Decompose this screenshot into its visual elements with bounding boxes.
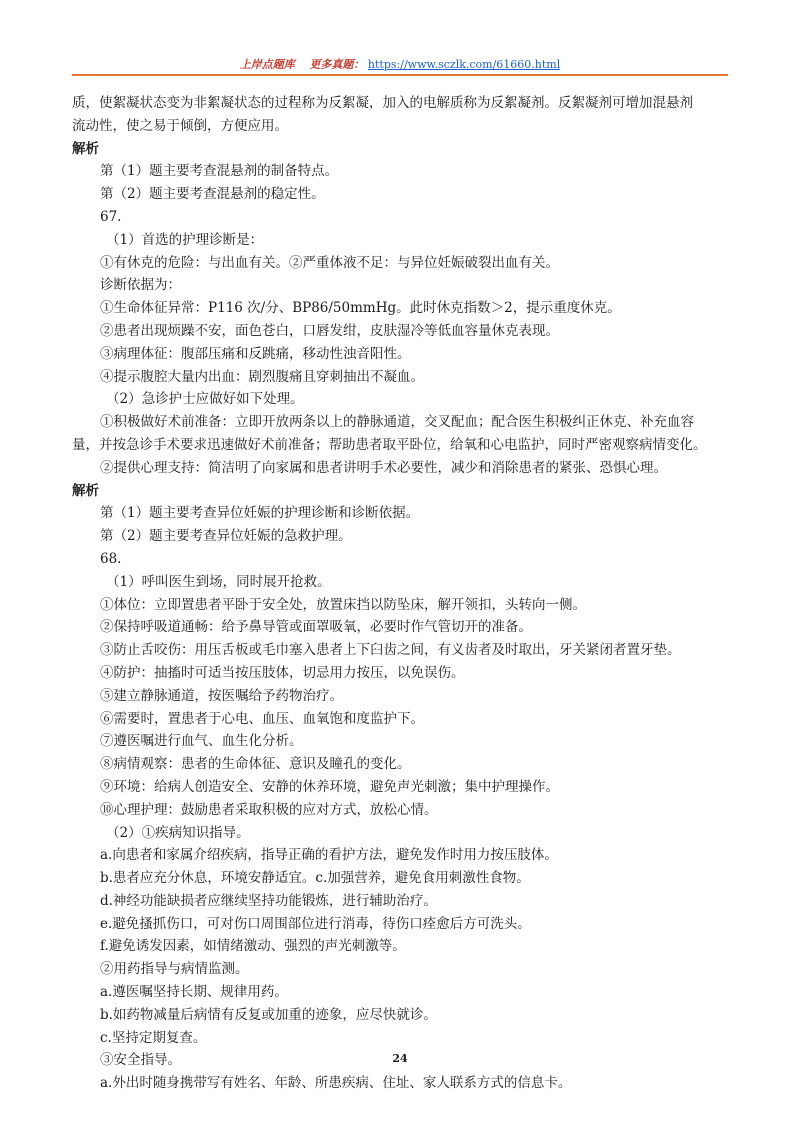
text-line: 量，并按急诊手术要求迅速做好术前准备；帮助患者取平卧位，给氧和心电监护，同时严密观察病情变化。: [72, 436, 707, 453]
text-line: ⑧病情观察：患者的生命体征、意识及瞳孔的变化。: [100, 756, 411, 773]
text-line: ③安全指导。: [100, 1052, 181, 1069]
text-line: 第（1）题主要考查异位妊娠的护理诊断和诊断依据。: [100, 505, 420, 522]
document-body: [72, 92, 732, 1095]
text-line: （2）①疾病知识指导。: [106, 824, 250, 841]
text-line: 质，使絮凝状态变为非絮凝状态的过程称为反絮凝，加入的电解质称为反絮凝剂。反絮凝剂可增加混悬剂: [72, 95, 693, 111]
text-line: ③病理体征：腹部压痛和反跳痛，移动性浊音阳性。: [100, 345, 411, 362]
text-line: ⑥需要时，置患者于心电、血压、血氧饱和度监护下。: [100, 710, 424, 727]
text-line: 第（2）题主要考查异位妊娠的急救护理。: [100, 528, 352, 545]
text-line: ③防止舌咬伤：用压舌板或毛巾塞入患者上下臼齿之间，有义齿者及时取出，牙关紧闭者置牙垫。: [100, 642, 681, 659]
text-line: ④提示腹腔大量内出血：剧烈腹痛且穿刺抽出不凝血。: [100, 368, 424, 385]
text-line: b.患者应充分休息，环境安静适宜。c.加强营养，避免食用刺激性食物。: [100, 870, 530, 887]
header-link[interactable]: https://www.sczlk.com/61660.html: [367, 58, 561, 71]
text-line: ②用药指导与病情监测。: [100, 961, 249, 978]
text-line: f.避免诱发因素，如情绪激动、强烈的声光刺激等。: [100, 938, 406, 955]
text-line: ⑩心理护理：鼓励患者采取积极的应对方式，放松心情。: [100, 801, 438, 818]
text-line: ②患者出现烦躁不安，面色苍白，口唇发绀，皮肤湿冷等低血容量休克表现。: [100, 322, 559, 339]
text-line: ②保持呼吸道通畅：给予鼻导管或面罩吸氧，必要时作气管切开的准备。: [100, 619, 532, 636]
text-line: a.遵医嘱坚持长期、规律用药。: [100, 984, 288, 1001]
text-line: ⑨环境：给病人创造安全、安静的休养环境，避免声光刺激；集中护理操作。: [100, 778, 559, 795]
text-line: ①积极做好术前准备：立即开放两条以上的静脉通道，交叉配血；配合医生积极纠正休克、补充血容: [100, 414, 694, 431]
text-line: 第（2）题主要考查混悬剂的稳定性。: [100, 186, 325, 203]
section-heading: 解析: [72, 482, 99, 499]
text-line: （1）呼叫医生到场，同时展开抢救。: [106, 573, 331, 590]
text-line: ①有休克的危险：与出血有关。②严重体液不足：与异位妊娠破裂出血有关。: [100, 254, 559, 271]
text-line: ①生命体征异常：P116 次/分、BP86/50mmHg。此时休克指数＞2，提示重度休克。: [100, 300, 621, 317]
text-line: 68.: [100, 550, 122, 567]
page-header: [0, 58, 800, 72]
text-line: a.向患者和家属介绍疾病，指导正确的看护方法，避免发作时用力按压肢体。: [100, 847, 558, 864]
text-line: c.坚持定期复查。: [100, 1029, 207, 1046]
text-line: 诊断依据为：: [100, 277, 181, 294]
section-heading: 解析: [72, 140, 99, 157]
text-line: 67.: [100, 208, 122, 225]
text-line: ①体位：立即置患者平卧于安全处，放置床挡以防坠床，解开领扣，头转向一侧。: [100, 596, 586, 613]
header-more-label: 更多真题：: [309, 58, 365, 71]
header-divider: [72, 74, 728, 76]
text-line: ⑦遵医嘱进行血气、血生化分析。: [100, 733, 303, 750]
page-number: 24: [392, 1052, 408, 1065]
text-line: （1）首选的护理诊断是：: [106, 231, 264, 248]
text-line: 流动性，使之易于倾倒，方便应用。: [72, 117, 288, 134]
text-line: ④防护：抽搐时可适当按压肢体，切忌用力按压，以免误伤。: [100, 664, 465, 681]
text-line: ⑤建立静脉通道，按医嘱给予药物治疗。: [100, 687, 343, 704]
text-line: （2）急诊护士应做好如下处理。: [106, 391, 304, 408]
text-line: ②提供心理支持：简洁明了向家属和患者讲明手术必要性，减少和消除患者的紧张、恐惧心理。: [100, 459, 667, 476]
text-line: a.外出时随身携带写有姓名、年龄、所患疾病、住址、家人联系方式的信息卡。: [100, 1075, 572, 1092]
text-line: e.避免搔抓伤口，可对伤口周围部位进行消毒，待伤口痊愈后方可洗头。: [100, 915, 531, 932]
text-line: 第（1）题主要考查混悬剂的制备特点。: [100, 163, 339, 180]
text-line: b.如药物减量后病情有反复或加重的迹象，应尽快就诊。: [100, 1006, 437, 1023]
header-site-name: 上岸点题库: [239, 58, 295, 71]
text-line: d.神经功能缺损者应继续坚持功能锻炼，进行辅助治疗。: [100, 892, 437, 909]
